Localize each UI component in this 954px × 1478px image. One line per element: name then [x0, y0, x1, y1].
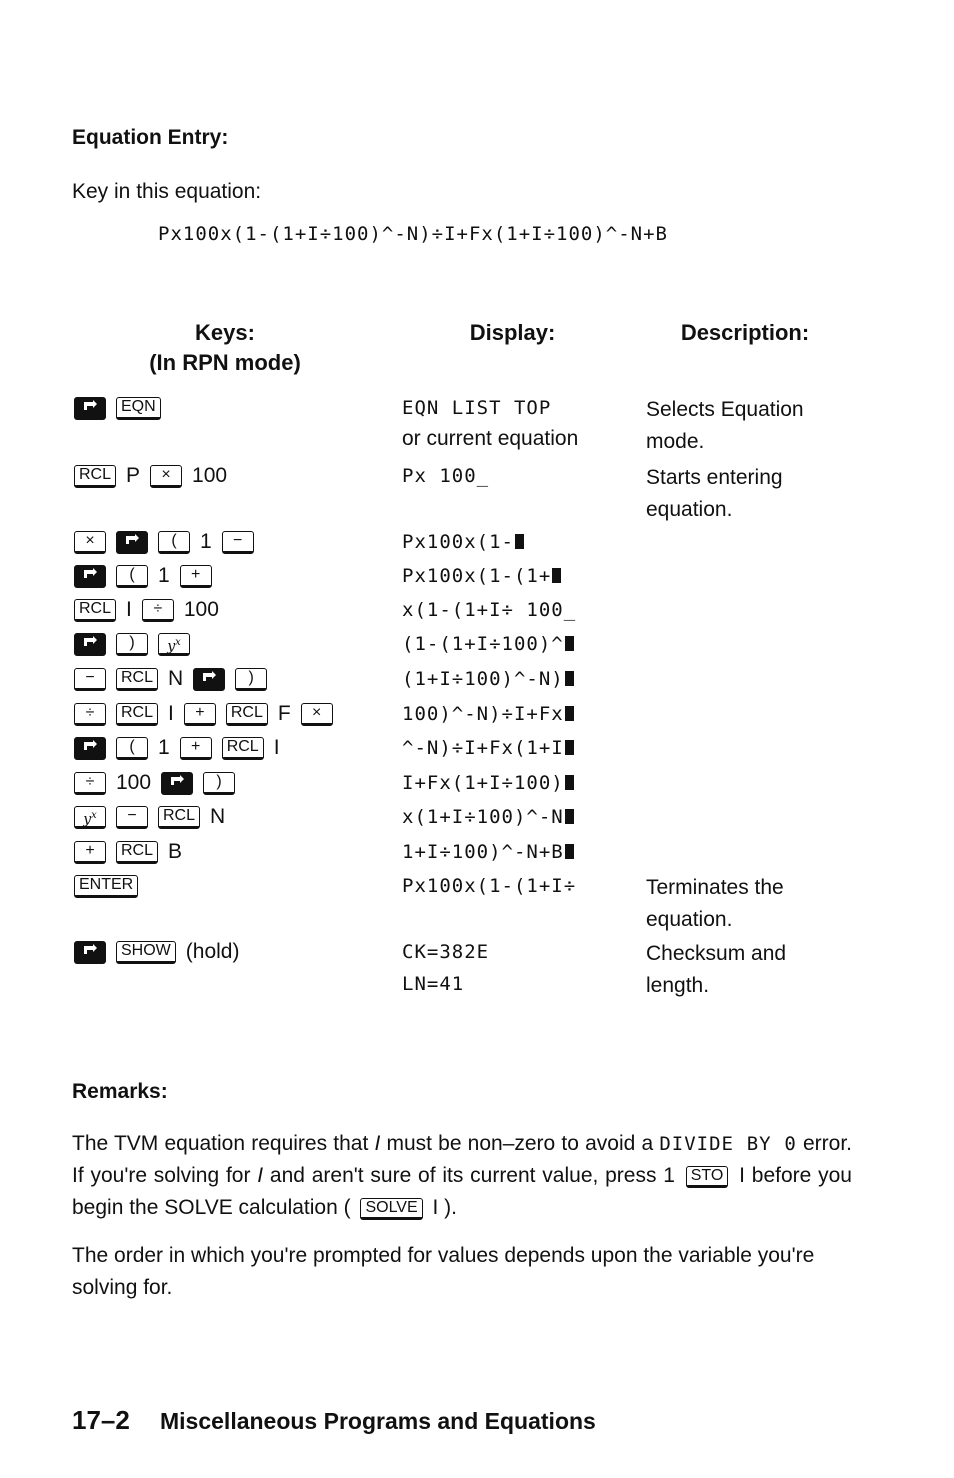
keys-cell — [74, 700, 343, 728]
section-heading: Equation Entry: — [72, 126, 229, 149]
table-row — [0, 734, 954, 768]
calculator-key: ( — [158, 531, 190, 554]
keys-cell — [74, 665, 277, 693]
calculator-key: RCL — [74, 599, 116, 622]
display-cell — [402, 734, 574, 762]
keys-cell — [74, 562, 222, 590]
table-row — [0, 769, 954, 803]
display-line — [402, 769, 574, 797]
key-literal: 100 — [116, 771, 152, 794]
display-text: EQN LIST TOP — [402, 397, 552, 419]
calculator-key: ) — [116, 633, 148, 656]
table-row — [0, 528, 954, 562]
variable-i: I — [257, 1164, 264, 1187]
cursor-block-icon — [565, 636, 574, 651]
calculator-key: × — [301, 703, 333, 726]
column-header-keys-line2: (In RPN mode) — [149, 350, 301, 375]
key-literal: I — [273, 736, 280, 759]
cursor-block-icon — [552, 568, 561, 583]
display-cell — [402, 665, 574, 693]
display-line — [402, 394, 578, 422]
key-literal: I — [126, 598, 132, 621]
calculator-key: − — [74, 668, 106, 691]
keys-cell — [74, 938, 249, 966]
display-cell — [402, 838, 574, 866]
calculator-key: RCL — [116, 703, 158, 726]
calculator-key: RCL — [222, 737, 264, 760]
error-message: DIVIDE BY 0 — [659, 1133, 797, 1155]
shift-arrow-icon — [74, 397, 106, 420]
table-row — [0, 872, 954, 931]
calculator-key: ) — [203, 772, 235, 795]
solve-key: SOLVE — [360, 1198, 422, 1220]
calculator-key: RCL — [74, 465, 116, 488]
cursor-block-icon — [565, 706, 574, 721]
cursor-block-icon — [565, 809, 574, 824]
calculator-key: RCL — [158, 806, 200, 829]
display-text: (1+I÷100)^-N) — [402, 668, 564, 690]
calculator-key: + — [180, 565, 212, 588]
key-literal: 1 — [158, 564, 170, 587]
keys-cell — [74, 838, 192, 866]
calculator-key: ) — [235, 668, 267, 691]
display-line — [402, 700, 574, 728]
display-text: or current equation — [402, 427, 579, 450]
calculator-key: − — [222, 531, 254, 554]
key-literal: F — [277, 702, 291, 725]
calculator-key: ÷ — [142, 599, 174, 622]
calculator-key: + — [180, 737, 212, 760]
shift-arrow-icon — [74, 941, 106, 964]
calculator-key: ENTER — [74, 875, 138, 898]
key-literal: N — [210, 805, 226, 828]
display-cell — [402, 630, 574, 658]
display-cell — [402, 872, 576, 900]
shift-arrow-icon — [193, 668, 225, 691]
display-cell — [402, 562, 561, 590]
remarks-text: I ). — [426, 1196, 457, 1219]
display-line — [402, 938, 489, 966]
calculator-key: $y^x$ — [74, 806, 106, 829]
calculator-key: EQN — [116, 397, 161, 420]
display-line — [402, 528, 524, 556]
display-line — [402, 665, 574, 693]
shift-arrow-icon — [74, 633, 106, 656]
remarks-paragraph-1 — [72, 1128, 852, 1224]
calculator-key: ( — [116, 565, 148, 588]
key-literal: 100 — [183, 598, 219, 621]
display-text: (1-(1+I÷100)^ — [402, 633, 564, 655]
table-row — [0, 596, 954, 630]
display-cell — [402, 700, 574, 728]
intro-text: Key in this equation: — [72, 180, 262, 203]
display-line — [402, 734, 574, 762]
display-text: Px 100_ — [402, 465, 490, 487]
key-literal: N — [168, 667, 184, 690]
column-header-keys — [100, 318, 350, 378]
cursor-block-icon — [515, 534, 524, 549]
description-cell: Checksum and length. — [646, 942, 787, 997]
display-cell — [402, 938, 489, 998]
keys-cell — [74, 734, 290, 762]
calculator-key: ÷ — [74, 772, 106, 795]
remarks-text: and aren't sure of its current value, press 1 — [263, 1164, 682, 1187]
display-text: CK=382E — [402, 941, 490, 963]
footer-page-number: 17–2 — [72, 1405, 130, 1435]
keys-cell — [74, 462, 237, 490]
display-cell — [402, 596, 576, 624]
display-text: I+Fx(1+I÷100) — [402, 772, 564, 794]
remarks-text: I before you begin the SOLVE calculation ( — [72, 1164, 852, 1219]
display-text: x(1+I÷100)^-N — [402, 806, 564, 828]
calculator-key: − — [116, 806, 148, 829]
display-line — [402, 462, 489, 490]
shift-arrow-icon — [161, 772, 193, 795]
table-row — [0, 630, 954, 664]
table-row — [0, 394, 954, 453]
calculator-key: SHOW — [116, 941, 176, 964]
equation-text: Px100x(1-(1+I÷100)^-N)÷I+Fx(1+I÷100)^-N+B — [158, 223, 668, 245]
calculator-key: $y^x$ — [158, 633, 190, 656]
cursor-block-icon — [565, 671, 574, 686]
calculator-key: RCL — [116, 841, 158, 864]
footer-chapter-title: Miscellaneous Programs and Equations — [160, 1408, 596, 1434]
column-header-display: Display: — [469, 320, 556, 345]
cursor-block-icon — [565, 740, 574, 755]
key-literal: B — [168, 840, 183, 863]
display-text: 100)^-N)÷I+Fx — [402, 703, 564, 725]
calculator-key: RCL — [226, 703, 268, 726]
display-line — [402, 970, 489, 998]
display-cell — [402, 394, 578, 456]
table-row — [0, 838, 954, 872]
calculator-key: + — [74, 841, 106, 864]
calculator-key: + — [184, 703, 216, 726]
description-cell: Starts entering equation. — [646, 466, 783, 521]
remarks-heading: Remarks: — [72, 1080, 168, 1103]
remarks-text: error. If you're solving for — [72, 1132, 852, 1187]
display-text: Px100x(1-(1+ — [402, 565, 552, 587]
shift-arrow-icon — [116, 531, 148, 554]
table-row — [0, 665, 954, 699]
keys-cell — [74, 803, 235, 831]
display-text: Px100x(1-(1+I÷ — [402, 875, 577, 897]
display-line — [402, 803, 574, 831]
key-literal: P — [126, 464, 141, 487]
calculator-key: ÷ — [74, 703, 106, 726]
display-cell — [402, 462, 489, 490]
shift-arrow-icon — [74, 737, 106, 760]
column-header-keys-line1: Keys: — [195, 320, 255, 345]
keys-cell — [74, 872, 148, 900]
key-literal: 1 — [158, 736, 170, 759]
key-literal: I — [168, 702, 174, 725]
table-row — [0, 938, 954, 997]
display-cell — [402, 528, 524, 556]
description-cell: Terminates the equation. — [646, 876, 784, 931]
display-line — [402, 562, 561, 590]
cursor-block-icon — [565, 844, 574, 859]
calculator-key: ( — [116, 737, 148, 760]
keys-cell — [74, 769, 245, 797]
display-text: LN=41 — [402, 973, 465, 995]
display-text: ^-N)÷I+Fx(1+I — [402, 737, 564, 759]
display-line — [402, 838, 574, 866]
keys-cell — [74, 630, 200, 658]
keys-cell — [74, 596, 229, 624]
calculator-key: × — [150, 465, 182, 488]
remarks-text: The TVM equation requires that — [72, 1132, 375, 1155]
table-row — [0, 462, 954, 521]
sto-key: STO — [686, 1166, 729, 1188]
cursor-block-icon — [565, 775, 574, 790]
description-cell: Selects Equation mode. — [646, 398, 804, 453]
key-literal: 100 — [192, 464, 228, 487]
key-literal: (hold) — [185, 940, 240, 963]
display-text: x(1-(1+I÷ 100_ — [402, 599, 577, 621]
display-line — [402, 630, 574, 658]
shift-arrow-icon — [74, 565, 106, 588]
key-literal: 1 — [200, 530, 212, 553]
remarks-text: must be non–zero to avoid a — [380, 1132, 660, 1155]
keys-cell — [74, 528, 264, 556]
variable-i: I — [374, 1132, 381, 1155]
table-row — [0, 700, 954, 734]
display-line — [402, 872, 576, 900]
remarks-paragraph-2: The order in which you're prompted for values depends upon the variable you're solving for. — [72, 1244, 815, 1299]
column-header-description: Description: — [680, 320, 810, 345]
display-cell — [402, 769, 574, 797]
table-row — [0, 562, 954, 596]
keys-cell — [74, 394, 171, 422]
display-cell — [402, 803, 574, 831]
display-line — [402, 596, 576, 624]
calculator-key: × — [74, 531, 106, 554]
calculator-key: RCL — [116, 668, 158, 691]
table-row — [0, 803, 954, 837]
display-text: Px100x(1- — [402, 531, 514, 553]
display-text: 1+I÷100)^-N+B — [402, 841, 564, 863]
display-line — [402, 422, 578, 456]
